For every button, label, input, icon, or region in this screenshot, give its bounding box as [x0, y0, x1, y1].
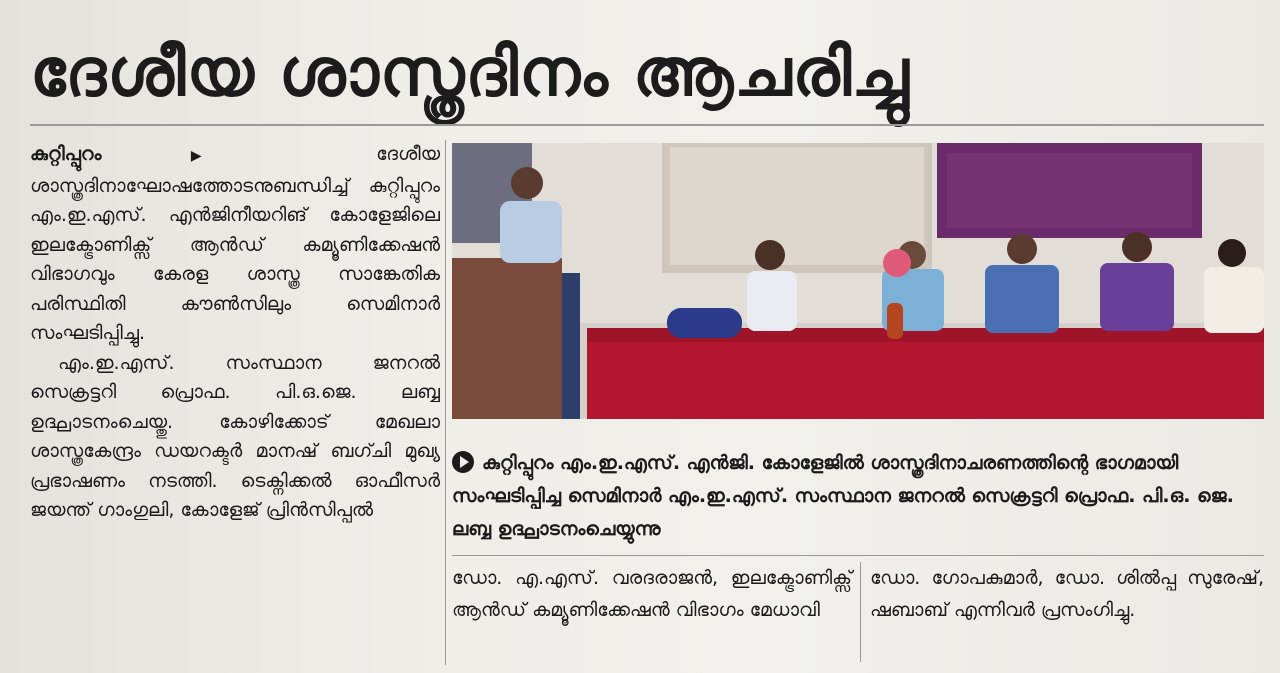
article-column-middle: ഡോ. എ.എസ്. വരദരാജൻ, ഇലക്ട്രോണിക്സ് ആൻഡ് കമ്യൂണിക്കേഷൻ വിഭാഗം മേധാവി: [452, 567, 852, 621]
column-rule: [445, 140, 446, 665]
article-column-right: ഡോ. ഗോപകുമാർ, ഡോ. ശിൽപ്പ സുരേഷ്, ഷബാബ് എന്നിവർ പ്രസംഗിച്ചു.: [870, 567, 1264, 621]
dateline: കുറ്റിപ്പുറം: [30, 143, 102, 165]
caption-rule: [452, 555, 1264, 556]
paragraph-text: ദേശീയ ശാസ്ത്രദിനാഘോഷത്തോടനുബന്ധിച്ച് കുറ്റിപ്പുറം എം.ഇ.എസ്. എൻജിനീയറിങ് കോളേജിലെ ഇലക്ട്രോണിക്സ് ആൻഡ് കമ്യൂണിക്കേഷൻ വിഭാഗവും കേരള ശാസ്ത്ര സാങ്കേതിക പരിസ്ഥിതി കൗൺസിലും സെമിനാർ സംഘടിപ്പിച്ചു.: [30, 143, 440, 344]
event-photo: [452, 143, 1264, 419]
photo-illustration: [452, 143, 1264, 419]
column-rule-2: [860, 562, 861, 662]
caption-text: കുറ്റിപ്പുറം എം.ഇ.എസ്. എൻജി. കോളേജിൽ ശാസ്ത്രദിനാചരണത്തിന്റെ ഭാഗമായി സംഘടിപ്പിച്ച സെമിനാർ എം.ഇ.എസ്. സംസ്ഥാന ജനറൽ സെക്രട്ടറി പ്രൊഫ. പി.ഒ. ജെ. ലബ്ബ ഉദ്ഘാടനംചെയ്യുന്നു: [452, 452, 1234, 540]
photo-caption: [452, 447, 1264, 546]
headline: ദേശീയ ശാസ്ത്രദിനം ആചരിച്ചു: [30, 34, 910, 111]
play-bullet-icon: [452, 451, 474, 473]
headline-rule: [30, 124, 1264, 126]
triangle-icon: ▶: [101, 148, 377, 164]
article-paragraph-2: എം.ഇ.എസ്. സംസ്ഥാന ജനറൽ സെക്രട്ടറി പ്രൊഫ. പി.ഒ.ജെ. ലബ്ബ ഉദ്ഘാടനംചെയ്തു. കോഴിക്കോട് മേഖലാ ശാസ്ത്രകേന്ദ്രം ഡയറക്ടർ മാനഷ് ബഗ്ചി മുഖ്യ പ്രഭാഷണം നടത്തി. ടെക്നിക്കൽ ഓഫീസർ ജയന്ത് ഗാംഗുലി, കോളേജ് പ്രിൻസിപ്പൽ: [30, 351, 440, 521]
article-column-left: [30, 140, 440, 526]
article-paragraph-1: [30, 140, 440, 349]
